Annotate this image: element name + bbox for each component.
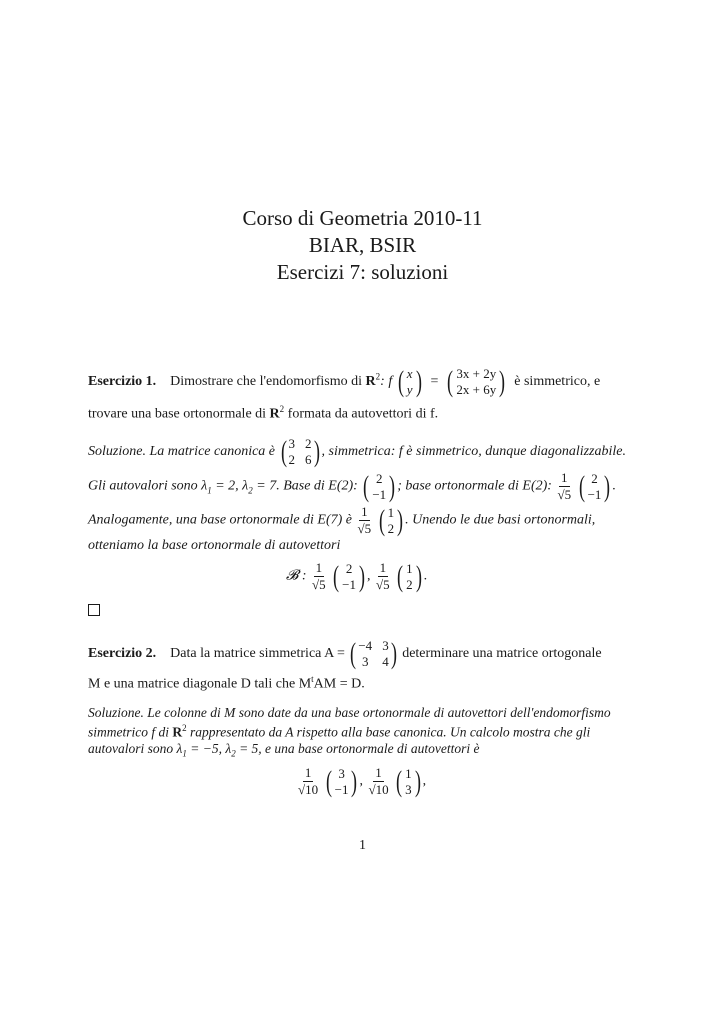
sol2-basis: $\frac{1}{√10}$ ( 3 −1 ) , $\frac{1}{√10}$ ( 1 3 ) , [298,764,427,798]
sol1-basis: 𝓑 : $\frac{1}{√5}$ ( 2 −1 ) , $\frac{1}{√5}$ ( 1 2 ) . [286,559,428,593]
sol2-line3: autovalori sono $\lambda_1 = -5$, $\lambda_2 = 5$, e una base ortonormale di autovettori è [88,741,480,759]
ex1-input-vector: ( x y ) [397,365,422,398]
doc-title-line2: BIAR, BSIR [308,233,417,257]
sol2-line2: simmetrico f di $R^2$ rappresentato da A rispetto alla base canonica. Un calcolo mostra che gli [88,723,591,740]
ex1-label: Esercizio 1. [88,374,157,390]
sol1-line1: Soluzione. La matrice canonica è ( 3 2 2 6 ) , simmetrica: f è simmetrico, dunque diagonalizzabile. [88,435,626,468]
ex2-statement-line1: Esercizio 2. Data la matrice simmetrica A = ( −4 3 3 4 ) determinare una matrice ortogonale [88,637,602,670]
ex1-statement-line1: Esercizio 1. Dimostrare che l'endomorfismo di $R^2$: f ( x y ) = ( 3x + 2y 2x + 6y ) è simmetrico, e [88,365,601,398]
doc-title-line3: Esercizi 7: soluzioni [276,260,449,284]
ex1-statement-line2: trovare una base ortonormale di $R^2$ formata da autovettori di f. [88,404,439,422]
ex2-statement-line2: M e una matrice diagonale D tali che $M^tAM = D$. [88,674,365,692]
ex2-label: Esercizio 2. [88,646,157,662]
ex2-matrix-A: ( −4 3 3 4 ) [350,637,397,670]
sol1-line2: Gli autovalori sono $\lambda_1 = 2$, $\lambda_2 = 7$. Base di E(2): ( 2 −1 ) ; base ortonormale di E(2): $\frac{1}{√5}$ ( 2 −1 ) . [88,469,616,503]
sol1-canonical-matrix: ( 3 2 2 6 ) [280,435,320,468]
sol2-line1: Soluzione. Le colonne di M sono date da una base ortonormale di autovettori dell'endomorfismo [88,705,611,720]
doc-title-line1: Corso di Geometria 2010-11 [242,206,483,230]
sol1-line4: otteniamo la base ortonormale di autovettori [88,538,341,553]
sol1-eigvec-e2: ( 2 −1 ) [363,469,396,503]
page-number: 1 [359,838,366,853]
sol1-line3: Analogamente, una base ortonormale di E(7) è $\frac{1}{√5}$ ( 1 2 ) . Unendo le due basi ortonormali, [88,503,596,537]
sol1-eigvec-e7: ( 1 2 ) [378,503,404,537]
qed-symbol [88,604,100,616]
ex1-output-vector: ( 3x + 2y 2x + 6y ) [447,365,506,398]
